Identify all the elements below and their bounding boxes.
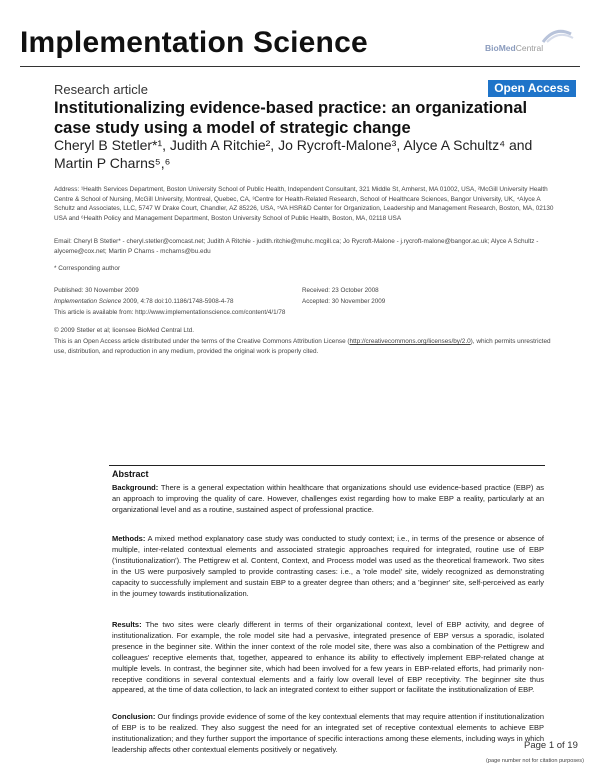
biomed-central-logo[interactable] bbox=[485, 28, 581, 58]
license-text-before: This is an Open Access article distributed under the terms of the Creative Commons Attribution License ( bbox=[54, 338, 350, 345]
received-date: Received: 23 October 2008 bbox=[302, 287, 379, 294]
background-text: There is a general expectation within healthcare that organizations should use evidence-based practice (EBP) as an approach to improving the quality of care. However, challenges exist regarding how to make EBP a reality, particularly at an organizational level and as a routine, sustained aspect of professional practice. bbox=[112, 483, 544, 514]
conclusion-label: Conclusion: bbox=[112, 712, 156, 721]
abstract-results bbox=[112, 620, 544, 696]
journal-title: Implementation Science bbox=[20, 26, 368, 59]
author-list: Cheryl B Stetler*¹, Judith A Ritchie², Jo Rycroft-Malone³, Alyce A Schultz⁴ and Martin P Charns⁵,⁶ bbox=[54, 137, 533, 171]
header-divider bbox=[20, 66, 580, 67]
citation-details: 2009, 4:78 doi:10.1186/1748-5908-4-78 bbox=[121, 298, 234, 305]
open-access-badge: Open Access bbox=[488, 80, 576, 97]
section-label: Research article bbox=[54, 82, 148, 97]
conclusion-text: Our findings provide evidence of some of the key contextual elements that may require attention if institutionalization of EBP is to be realized. They also suggest the need for an integrated set of receptive contextual elements to achieve EBP institutionalization; and they further support the importance of specific interactions among these elements, including ways in which leadership affects other contextual elements positively or negatively. bbox=[112, 712, 544, 754]
author-addresses: Address: ¹Health Services Department, Boston University School of Public Health, Independent Consultant, 321 Middle St, Amherst, MA 01002, USA, ²McGill University Health Centre & School of Nursing, McGill University, Montreal, Quebec, CA, ³Centre for Health-Related Research, School of Healthcare Sciences, Bangor University, UK, ⁴Alyce A Schultz and Associates, LLC, 5747 W Drake Court, Chandler, AZ 85226, USA, ⁵VA HSR&D Center for Organization, Leadership and Management Research, Boston, MA, 02130 USA and ⁶Health Policy and Management Department, Boston University School of Public Health, Boston, MA, 02118 USA bbox=[54, 186, 554, 222]
abstract-conclusion bbox=[112, 712, 544, 756]
methods-text: A mixed method explanatory case study was conducted to study context; i.e., in terms of the presence or absence of multiple, inter-related contextual elements and associated strategic approaches required for integrated, routine use of EBP ('institutionalization'). The Pettigrew et al. Content, Context, and Process model was used as the theoretical framework. Two sites in the US were purposively sampled to provide contrasting cases: i.e., a 'role model' site, widely recognized as demonstrating capacity to successfully implement and sustain EBP to a greater degree than others; and a 'beginner' site, self-perceived as early in the journey towards institutionalization. bbox=[112, 534, 544, 598]
results-label: Results: bbox=[112, 620, 142, 629]
citation-journal: Implementation Science bbox=[54, 298, 122, 305]
methods-label: Methods: bbox=[112, 534, 146, 543]
logo-suffix: Central bbox=[515, 43, 544, 53]
page-number: Page 1 of 19 bbox=[524, 740, 578, 751]
biomed-arc-icon bbox=[485, 28, 581, 44]
logo-wordmark bbox=[485, 43, 543, 53]
published-date: Published: 30 November 2009 bbox=[54, 287, 139, 294]
article-title: Institutionalizing evidence-based practice: an organizational case study using a model of strategic change bbox=[54, 99, 528, 137]
article-url[interactable]: This article is available from: http://www.implementationscience.com/content/4/1/78 bbox=[54, 309, 286, 316]
citation bbox=[54, 298, 233, 305]
license-text-after: ), which permits unrestricted use, distribution, and reproduction in any medium, provided the original work is properly cited. bbox=[54, 338, 551, 355]
background-label: Background: bbox=[112, 483, 159, 492]
results-text: The two sites were clearly different in terms of their organizational context, level of EBP activity, and degree of institutionalization. For example, the role model site had a pervasive, integrated presence of EBP versus a sporadic, isolated presence in the beginner site. Within the inner context of the role model site, there was also a combination of the Pettigrew and colleagues' receptive elements that, together, appeared to enhance its ability to effectively implement EBP-related change at multiple levels. In contrast, the beginner site, which had been involved for a few years in EBP-related efforts, had primarily non-receptive conditions in several contextual elements and a fairly low overall level of EBP receptivity. The beginner site thus appeared, at the time of data collection, to lack an integrated context to either support or facilitate the institutionalization of EBP. bbox=[112, 620, 544, 695]
abstract-methods bbox=[112, 534, 544, 599]
license-notice bbox=[54, 337, 564, 356]
page-number-note: (page number not for citation purposes) bbox=[486, 758, 584, 764]
corresponding-author-note: * Corresponding author bbox=[54, 265, 121, 272]
abstract-divider bbox=[109, 465, 545, 466]
accepted-date: Accepted: 30 November 2009 bbox=[302, 298, 386, 305]
license-link[interactable]: http://creativecommons.org/licenses/by/2.0 bbox=[349, 338, 471, 345]
abstract-heading: Abstract bbox=[112, 469, 149, 479]
logo-name: BioMed bbox=[485, 43, 516, 53]
author-emails: Email: Cheryl B Stetler* - cheryl.stetler@comcast.net; Judith A Ritchie - judith.ritchie@muhc.mcgill.ca; Jo Rycroft-Malone - j.rycroft-malone@bangor.ac.uk; Alyce A Schultz - alyceme@cox.net; Martin P Charns - mcharns@bu.edu bbox=[54, 238, 539, 255]
abstract-background bbox=[112, 483, 544, 516]
copyright-notice: © 2009 Stetler et al; licensee BioMed Central Ltd. bbox=[54, 327, 195, 334]
